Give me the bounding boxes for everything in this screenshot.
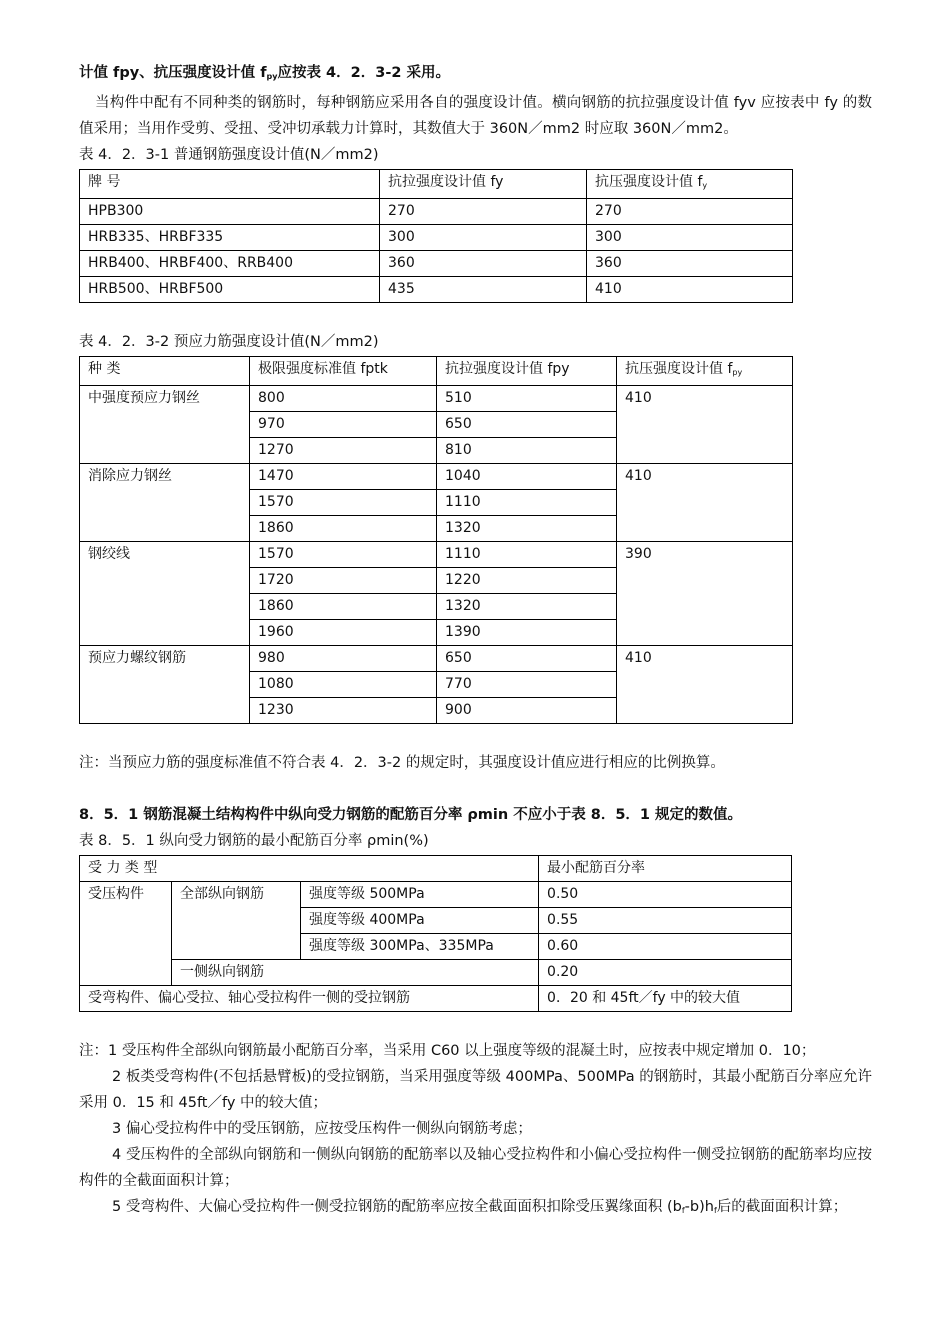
table-cell: 1860 xyxy=(250,516,437,542)
table-cell: HRB500、HRBF500 xyxy=(80,277,380,303)
table-row xyxy=(80,199,793,225)
table-cell: 300 xyxy=(587,225,793,251)
header-cell: 抗压强度设计值 $f_{py}$ xyxy=(617,357,793,386)
table2-note: 注：当预应力筋的强度标准值不符合表 4．2．3-2 的规定时，其强度设计值应进行相应的比例换算。 xyxy=(79,755,725,771)
table-cell: 1860 xyxy=(250,594,437,620)
note-2: 2 板类受弯构件(不包括悬臂板)的受拉钢筋，当采用强度等级 400MPa、500MPa 的钢筋时，其最小配筋百分率应允许采用 0．15 和 45ft／fy 中的较大值； xyxy=(79,1069,872,1111)
table-row xyxy=(80,542,793,568)
note-5: 5 受弯构件、大偏心受拉构件一侧受拉钢筋的配筋率应按全截面面积扣除受压翼缘面积 $(b_f-b)h_f$后的截面面积计算； xyxy=(112,1199,848,1215)
table-cell: 1040 xyxy=(437,464,617,490)
group-name-cell: 钢绞线 xyxy=(80,542,250,646)
table3-caption: 表 8．5．1 纵向受力钢筋的最小配筋百分率 ρmin(%) xyxy=(79,833,429,849)
group-compress-cell: 410 xyxy=(617,464,793,542)
header-cell: 抗拉强度设计值 fpy xyxy=(437,357,617,386)
table-cell: 0．20 和 45ft／fy 中的较大值 xyxy=(539,986,792,1012)
intro-paragraph: 当构件中配有不同种类的钢筋时，每种钢筋应采用各自的强度设计值。横向钢筋的抗拉强度设计值 fyv 应按表中 fy 的数值采用；当用作受剪、受扭、受冲切承载力计算时，其数值大于 360N／mm2 时应取 360N／mm2。 xyxy=(79,95,872,137)
header-cell: 抗压强度设计值 $f_y$ xyxy=(587,170,793,199)
table-cell: HRB400、HRBF400、RRB400 xyxy=(80,251,380,277)
table-cell: 1110 xyxy=(437,542,617,568)
table-row xyxy=(80,646,793,672)
table-header-row xyxy=(80,856,792,882)
table-cell: 1960 xyxy=(250,620,437,646)
header-cell: 最小配筋百分率 xyxy=(539,856,792,882)
table-cell: 0.60 xyxy=(539,934,792,960)
table-row xyxy=(80,277,793,303)
group-name-cell: 消除应力钢丝 xyxy=(80,464,250,542)
group-compress-cell: 410 xyxy=(617,386,793,464)
group-name-cell: 中强度预应力钢丝 xyxy=(80,386,250,464)
table-cell: 1110 xyxy=(437,490,617,516)
header-cell: 牌 号 xyxy=(80,170,380,199)
table-cell: 650 xyxy=(437,412,617,438)
header-cell: 抗拉强度设计值 fy xyxy=(380,170,587,199)
table-cell: 770 xyxy=(437,672,617,698)
note-4: 4 受压构件的全部纵向钢筋和一侧纵向钢筋的配筋率以及轴心受拉构件和小偏心受拉构件一侧受拉钢筋的配筋率均应按构件的全截面面积计算； xyxy=(79,1147,872,1189)
table-cell: 1230 xyxy=(250,698,437,724)
table-cell: 1570 xyxy=(250,490,437,516)
table-row xyxy=(80,960,792,986)
header-cell: 极限强度标准值 fptk xyxy=(250,357,437,386)
table-cell: 360 xyxy=(587,251,793,277)
table-row xyxy=(80,882,792,908)
rebar-strength-table xyxy=(79,169,793,303)
prestress-strength-table xyxy=(79,356,793,724)
table-cell: 0.50 xyxy=(539,882,792,908)
group-compress-cell: 410 xyxy=(617,646,793,724)
table-cell: 强度等级 300MPa、335MPa xyxy=(301,934,539,960)
table2-caption: 表 4．2．3-2 预应力筋强度设计值(N／mm2) xyxy=(79,334,379,350)
table-cell: 1220 xyxy=(437,568,617,594)
table-cell: 全部纵向钢筋 xyxy=(172,882,301,960)
table-cell: 1390 xyxy=(437,620,617,646)
table-header-row xyxy=(80,170,793,199)
table-cell: 一侧纵向钢筋 xyxy=(172,960,539,986)
table-cell: HRB335、HRBF335 xyxy=(80,225,380,251)
table-row xyxy=(80,386,793,412)
table-cell: 435 xyxy=(380,277,587,303)
table-cell: 受弯构件、偏心受拉、轴心受拉构件一侧的受拉钢筋 xyxy=(80,986,539,1012)
document-page xyxy=(79,60,872,1224)
table-cell: 0.20 xyxy=(539,960,792,986)
header-cell: 种 类 xyxy=(80,357,250,386)
table-cell: 510 xyxy=(437,386,617,412)
table-cell: 270 xyxy=(380,199,587,225)
table-cell: 0.55 xyxy=(539,908,792,934)
table-cell: 360 xyxy=(380,251,587,277)
header-cell: 受 力 类 型 xyxy=(80,856,539,882)
table1-caption: 表 4．2．3-1 普通钢筋强度设计值(N／mm2) xyxy=(79,147,379,163)
table-cell: 650 xyxy=(437,646,617,672)
note-3: 3 偏心受拉构件中的受压钢筋，应按受压构件一侧纵向钢筋考虑； xyxy=(112,1121,532,1137)
table-row xyxy=(80,986,792,1012)
table-cell: 强度等级 400MPa xyxy=(301,908,539,934)
intro-heading: 计值 fpy、抗压强度设计值 $f_{py}$应按表 4．2．3-2 采用。 xyxy=(79,65,450,81)
table-cell: 1320 xyxy=(437,516,617,542)
table-cell: 受压构件 xyxy=(80,882,172,986)
table-cell: 1720 xyxy=(250,568,437,594)
table-cell: 1570 xyxy=(250,542,437,568)
table-cell: 970 xyxy=(250,412,437,438)
table-cell: 300 xyxy=(380,225,587,251)
table-cell: 1470 xyxy=(250,464,437,490)
table-row xyxy=(80,464,793,490)
table-cell: 强度等级 500MPa xyxy=(301,882,539,908)
table-cell: 810 xyxy=(437,438,617,464)
table-row xyxy=(80,225,793,251)
note-1: 注：1 受压构件全部纵向钢筋最小配筋百分率，当采用 C60 以上强度等级的混凝土时，应按表中规定增加 0．10； xyxy=(79,1043,816,1059)
section-heading: 8．5．1 钢筋混凝土结构构件中纵向受力钢筋的配筋百分率 ρmin 不应小于表 8．5．1 规定的数值。 xyxy=(79,807,743,823)
table-cell: 800 xyxy=(250,386,437,412)
table-cell: 1270 xyxy=(250,438,437,464)
group-compress-cell: 390 xyxy=(617,542,793,646)
group-name-cell: 预应力螺纹钢筋 xyxy=(80,646,250,724)
table-cell: HPB300 xyxy=(80,199,380,225)
min-reinforcement-table xyxy=(79,855,792,1012)
table-row xyxy=(80,251,793,277)
table-cell: 900 xyxy=(437,698,617,724)
table-cell: 1320 xyxy=(437,594,617,620)
table-cell: 270 xyxy=(587,199,793,225)
table-cell: 1080 xyxy=(250,672,437,698)
table-cell: 980 xyxy=(250,646,437,672)
table-cell: 410 xyxy=(587,277,793,303)
table-header-row xyxy=(80,357,793,386)
